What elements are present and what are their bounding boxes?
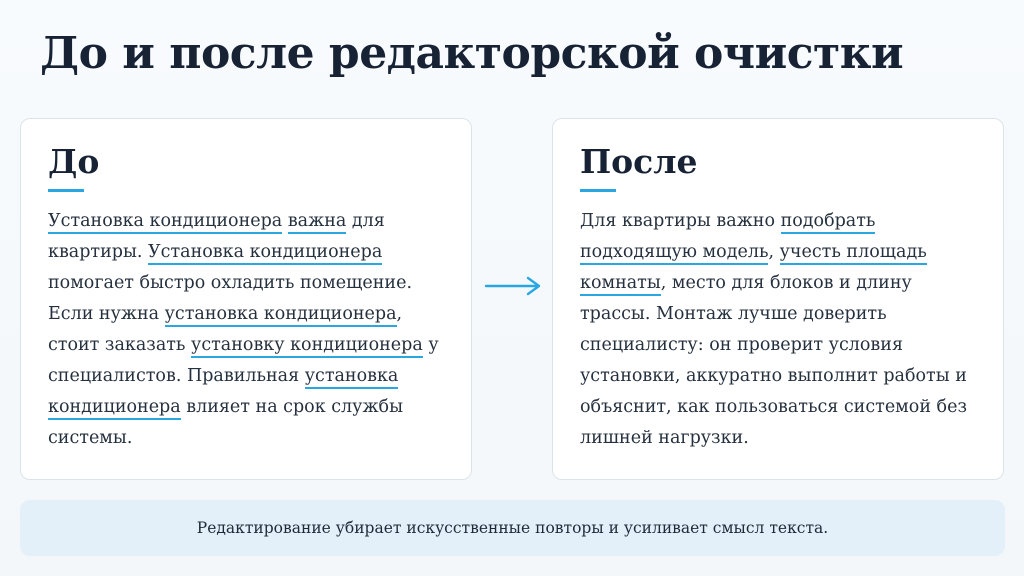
after-heading: После	[580, 142, 698, 181]
text-segment: Для квартиры важно	[580, 211, 781, 231]
text-segment: для квартиры.	[48, 211, 385, 262]
highlighted-phrase: установку кондиционера	[191, 335, 423, 358]
text-segment	[282, 211, 288, 231]
text-segment: влияет на срок службы системы.	[48, 397, 404, 448]
highlighted-phrase: важна	[288, 211, 346, 234]
after-text	[580, 206, 977, 454]
after-heading-underline	[580, 189, 616, 192]
text-segment: , стоит заказать	[48, 304, 403, 355]
highlighted-phrase: учесть площадь комнаты	[580, 242, 927, 296]
summary-text: Редактирование убирает искусственные повторы и усиливает смысл текста.	[196, 519, 829, 537]
highlighted-phrase: Установка кондиционера	[148, 242, 382, 265]
text-segment: у специалистов. Правильная	[48, 335, 439, 386]
page-title: До и после редакторской очистки	[40, 28, 904, 79]
before-text	[48, 206, 445, 454]
after-card	[552, 118, 1004, 480]
highlighted-phrase: установка кондиционера	[165, 304, 397, 327]
text-segment: , место для блоков и длину трассы. Монтаж лучше доверить специалисту: он проверит условия установки, аккуратно выполнит работы и объяснит, как пользоваться системой без лишней нагрузки.	[580, 273, 967, 448]
arrow-right-icon	[484, 274, 544, 298]
before-heading-underline	[48, 189, 84, 192]
text-segment: помогает быстро охладить помещение. Если нужна	[48, 273, 413, 324]
summary-banner	[20, 500, 1005, 556]
before-card	[20, 118, 472, 480]
highlighted-phrase: подобрать подходящую модель	[580, 211, 875, 265]
highlighted-phrase: Установка кондиционера	[48, 211, 282, 234]
before-heading: До	[48, 142, 100, 181]
highlighted-phrase: установка кондиционера	[48, 366, 398, 420]
text-segment: ,	[768, 242, 780, 262]
